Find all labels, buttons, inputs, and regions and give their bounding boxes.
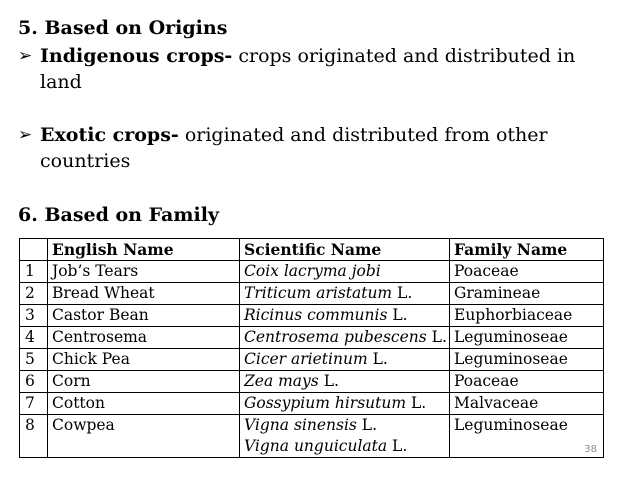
row-number: 4 <box>20 327 48 349</box>
bullet-indigenous <box>18 43 618 95</box>
scientific-name: Centrosema pubescens L. <box>240 327 450 349</box>
header-scientific-name: Scientific Name <box>240 239 450 261</box>
page-number: 38 <box>584 444 597 455</box>
row-number: 5 <box>20 349 48 371</box>
english-name: Chick Pea <box>48 349 240 371</box>
family-name: Leguminoseae <box>450 327 604 349</box>
table-row <box>20 261 604 283</box>
english-name: Cowpea <box>48 415 240 458</box>
scientific-name: Zea mays L. <box>240 371 450 393</box>
english-name: Castor Bean <box>48 305 240 327</box>
bullet-description: originated and distributed from other countries <box>40 124 548 172</box>
row-number: 7 <box>20 393 48 415</box>
table-row <box>20 415 604 458</box>
scientific-name: Vigna sinensis L. Vigna unguiculata L. <box>240 415 450 458</box>
bullet-exotic <box>18 122 618 174</box>
row-number: 3 <box>20 305 48 327</box>
table-row <box>20 327 604 349</box>
row-number: 2 <box>20 283 48 305</box>
row-number: 1 <box>20 261 48 283</box>
scientific-name: Triticum aristatum L. <box>240 283 450 305</box>
crop-family-table <box>19 238 604 458</box>
family-name: Gramineae <box>450 283 604 305</box>
bullet-term: Exotic crops- <box>40 124 179 146</box>
header-english-name: English Name <box>48 239 240 261</box>
table-header-row <box>20 239 604 261</box>
english-name: Corn <box>48 371 240 393</box>
scientific-name: Gossypium hirsutum L. <box>240 393 450 415</box>
scientific-name: Cicer arietinum L. <box>240 349 450 371</box>
english-name: Job’s Tears <box>48 261 240 283</box>
english-name: Cotton <box>48 393 240 415</box>
row-number: 6 <box>20 371 48 393</box>
section-heading-family: 6. Based on Family <box>18 204 219 226</box>
bullet-term: Indigenous crops- <box>40 45 233 67</box>
english-name: Bread Wheat <box>48 283 240 305</box>
family-name: Leguminoseae <box>450 349 604 371</box>
arrow-right-icon: ➢ <box>18 125 33 145</box>
arrow-right-icon: ➢ <box>18 46 33 66</box>
table-row <box>20 349 604 371</box>
family-name: Poaceae <box>450 261 604 283</box>
header-number <box>20 239 48 261</box>
table-row <box>20 371 604 393</box>
scientific-name: Ricinus communis L. <box>240 305 450 327</box>
scientific-name: Coix lacryma jobi <box>240 261 450 283</box>
family-name: Poaceae <box>450 371 604 393</box>
family-name: Malvaceae <box>450 393 604 415</box>
family-name: Euphorbiaceae <box>450 305 604 327</box>
table-row <box>20 393 604 415</box>
header-family-name: Family Name <box>450 239 604 261</box>
family-name: Leguminoseae 38 <box>450 415 604 458</box>
row-number: 8 <box>20 415 48 458</box>
bullet-description: crops originated and distributed in land <box>40 45 576 93</box>
section-heading-origins: 5. Based on Origins <box>18 17 228 39</box>
table-row <box>20 305 604 327</box>
table-row <box>20 283 604 305</box>
english-name: Centrosema <box>48 327 240 349</box>
